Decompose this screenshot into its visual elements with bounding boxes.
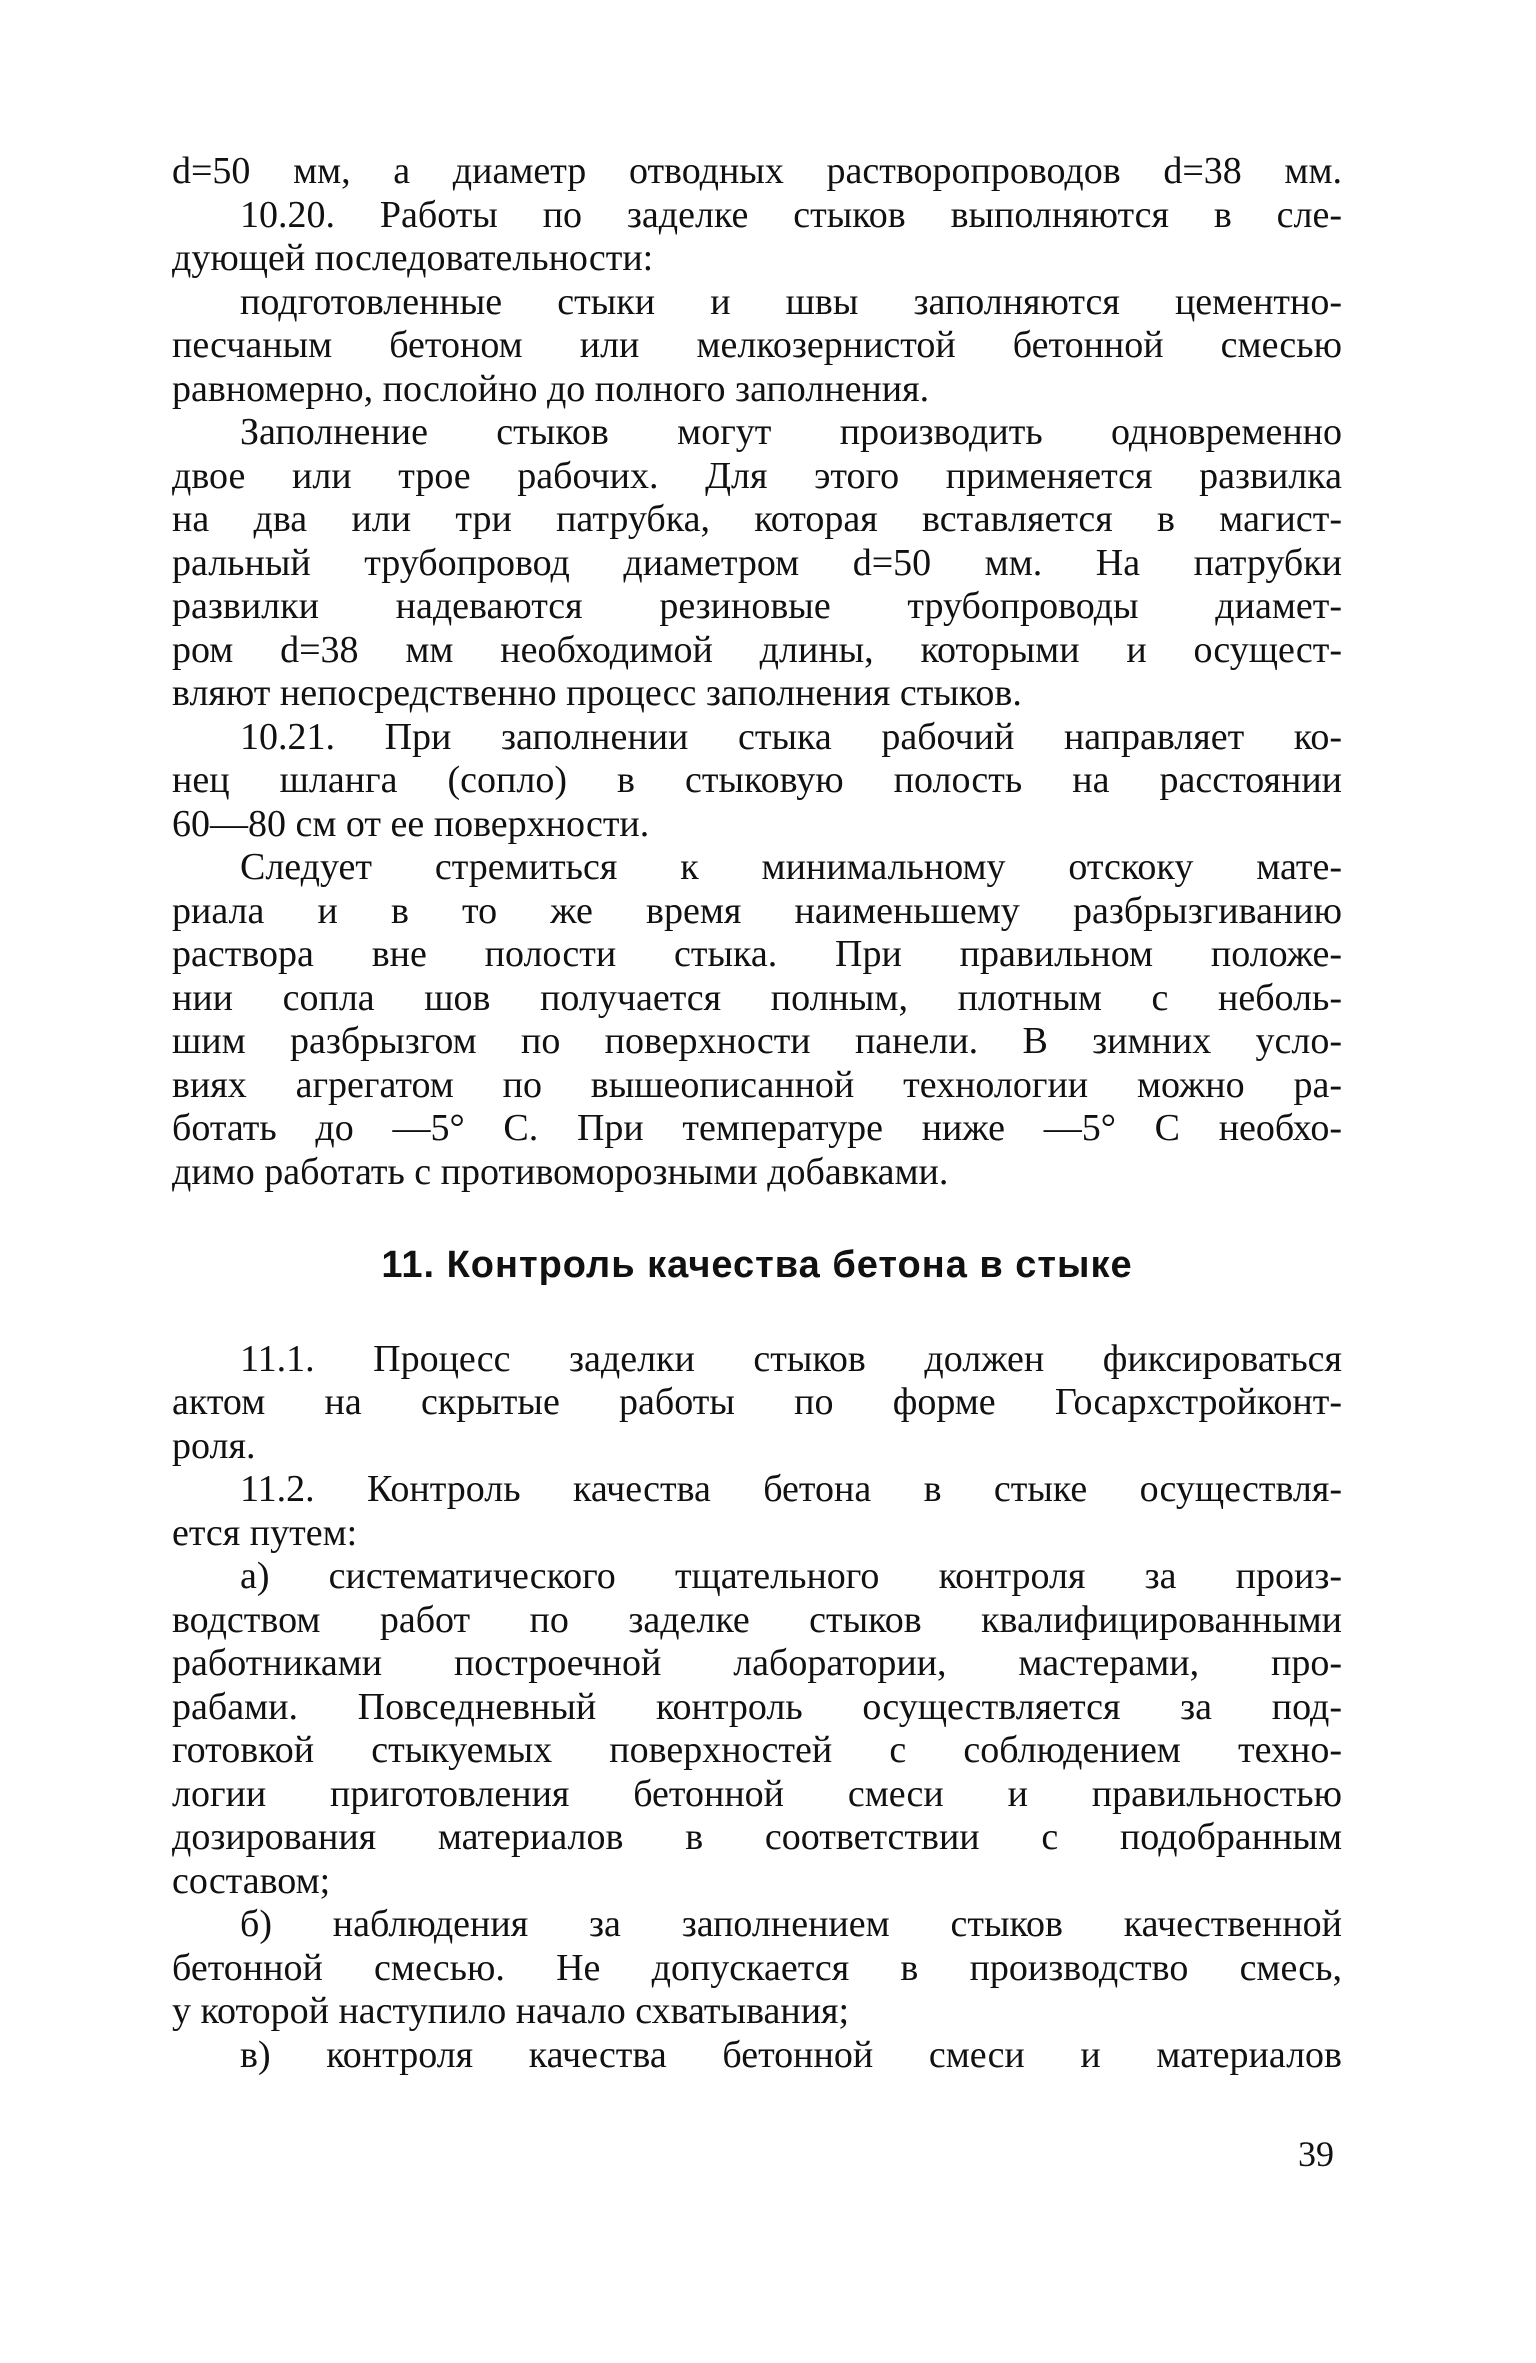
text-line: дующей последовательности: (172, 237, 654, 279)
text-line: ральный трубопровод диаметром d=50 мм. На патрубки (172, 541, 1342, 584)
text-line: у которой наступило начало схватывания; (172, 1990, 850, 2032)
text-line: а) систематического тщательного контроля за произ- (240, 1555, 1342, 1597)
text-line: d=50 мм, а диаметр отводных растворопроводов d=38 мм. (172, 150, 1342, 192)
document-page (172, 150, 1342, 2077)
text-line: роля. (172, 1424, 256, 1467)
text-line: бетонной смесью. Не допускается в производство смесь, (172, 1946, 1342, 1989)
text-line: нии сопла шов получается полным, плотным с неболь- (172, 976, 1342, 1019)
text-line: логии приготовления бетонной смеси и правильностью (172, 1772, 1342, 1815)
text-line: равномерно, послойно до полного заполнения. (172, 367, 930, 410)
text-line: шим разбрызгом по поверхности панели. В зимних усло- (172, 1020, 1342, 1062)
text-line: развилки надеваются резиновые трубопроводы диамет- (172, 585, 1342, 627)
text-line: актом на скрытые работы по форме Госархстройконт- (172, 1381, 1342, 1423)
text-line: в) контроля качества бетонной смеси и материалов (240, 2033, 1342, 2076)
text-line: составом; (172, 1859, 331, 1902)
text-line: подготовленные стыки и швы заполняются цементно- (240, 280, 1342, 323)
text-line: дозирования материалов в соответствии с подобранным (172, 1816, 1342, 1858)
text-line: димо работать с противоморозными добавками. (172, 1150, 949, 1193)
text-line: готовкой стыкуемых поверхностей с соблюдением техно- (172, 1729, 1342, 1771)
page-number: 39 (1298, 2134, 1334, 2174)
text-line: 60—80 см от ее поверхности. (172, 802, 650, 845)
text-line: ется путем: (172, 1511, 358, 1554)
text-line: двое или трое рабочих. Для этого применяется развилка (172, 454, 1342, 497)
text-line: виях агрегатом по вышеописанной технологии можно ра- (172, 1063, 1342, 1106)
text-line: раствора вне полости стыка. При правильном положе- (172, 933, 1342, 975)
text-line: б) наблюдения за заполнением стыков качественной (240, 1903, 1342, 1945)
text-line: 11.1. Процесс заделки стыков должен фиксироваться (240, 1337, 1342, 1380)
text-block-after-heading (172, 1338, 1342, 2078)
section-heading: 11. Контроль качества бетона в стыке (381, 1244, 1133, 1286)
text-line: Следует стремиться к минимальному отскоку мате- (240, 846, 1342, 888)
text-line: на два или три патрубка, которая вставляется в магист- (172, 498, 1342, 540)
text-line: 11.2. Контроль качества бетона в стыке осуществля- (240, 1468, 1342, 1510)
text-line: вляют непосредственно процесс заполнения стыков. (172, 672, 1022, 714)
text-line: рабами. Повседневный контроль осуществляется за под- (172, 1685, 1342, 1728)
text-line: Заполнение стыков могут производить одновременно (240, 411, 1342, 453)
text-line: песчаным бетоном или мелкозернистой бетонной смесью (172, 324, 1342, 366)
text-line: риала и в то же время наименьшему разбрызгиванию (172, 889, 1342, 932)
text-block-before-heading (172, 150, 1342, 1194)
text-line: работниками построечной лаборатории, мастерами, про- (172, 1642, 1342, 1684)
text-line: 10.20. Работы по заделке стыков выполняются в сле- (240, 193, 1342, 236)
text-line: 10.21. При заполнении стыка рабочий направляет ко- (240, 715, 1342, 758)
text-line: ром d=38 мм необходимой длины, которыми и осущест- (172, 628, 1342, 671)
text-line: нец шланга (сопло) в стыковую полость на расстоянии (172, 759, 1342, 801)
text-line: ботать до —5° С. При температуре ниже —5° С необхо- (172, 1107, 1342, 1149)
text-line: водством работ по заделке стыков квалифицированными (172, 1598, 1342, 1641)
